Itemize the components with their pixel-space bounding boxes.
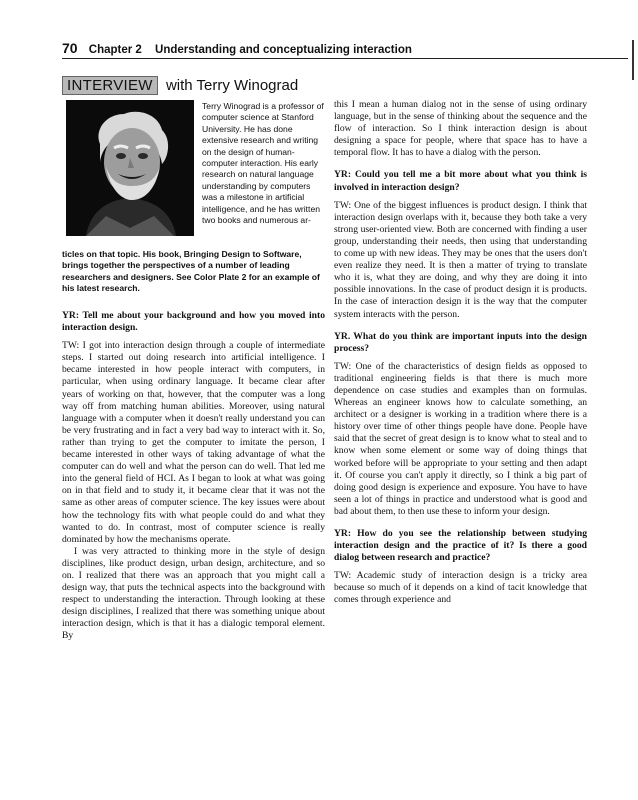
question-1: YR: Tell me about your background and how you moved into interaction design. — [62, 310, 325, 334]
question-4: YR: How do you see the relationship between studying interaction design and the practice of it? Is there a good dialog between research and practice? — [334, 528, 587, 564]
chapter-title: Understanding and conceptualizing interaction — [155, 44, 412, 56]
bio-continuation — [62, 249, 324, 295]
header-rule — [62, 58, 628, 59]
right-column — [334, 99, 587, 617]
bio-paragraph-end: ticles on that topic. His book, Bringing Design to Software, brings together the perspectives of a number of leading researchers and designers. See Color Plate 2 for an example of his latest research. — [62, 249, 320, 294]
answer-3: TW: One of the characteristics of design fields as opposed to traditional engineering fields is that there is much more dependence on case studies and examples than on formulas. Whereas an engineer knows how to calculate something, an architect or a designer is working in a tradition where there is a history over time of other things people have done. People have said that the secret of great design is to know what to steal and to know when some element or some way of doing things that worked before will be appropriate to your setting and then adapt it. Of course you can't apply it directly, so I think a big part of doing good design is experience and exposure. You have to have seen a lot of things in practice and understood what is good and bad about them, to then use these to inform your design. — [334, 360, 587, 517]
interview-label: INTERVIEW — [62, 76, 158, 95]
bio-paragraph: Terry Winograd is a professor of computer science at Stanford University. He has done extensive research and writing on the design of human-computer interaction. His early research on natural language understanding by computers was a milestone in artificial intelligence, and he has written two books and numerous ar- — [202, 101, 324, 226]
portrait-illustration — [66, 100, 194, 236]
chapter-label: Chapter 2 — [88, 44, 142, 56]
question-2: YR: Could you tell me a bit more about what you think is involved in interaction design? — [334, 169, 587, 193]
answer-4: TW: Academic study of interaction design is a tricky area because so much of it depends on a kind of tacit knowledge that comes through experience and — [334, 570, 587, 606]
answer-1-continued: I was very attracted to thinking more in the style of design disciplines, like product design, urban design, architecture, and so on. I realized that there was an approach that you might call a design way, that puts the technical aspects into the background with respect to understanding the interaction. Through looking at these design disciplines, I realized that there was something unique about interaction design, which is that it has a dialogic temporal element. By — [62, 545, 325, 642]
portrait-photo — [66, 100, 194, 236]
page-number: 70 — [62, 40, 78, 56]
bio-text — [202, 101, 326, 226]
answer-1: TW: I got into interaction design through a couple of intermediate steps. I started out doing research into artificial intelligence. I became interested in how people interact with computers, in particular, when using ordinary language. It became clear after years of working on that, however, that the computer was a long way off from matching human abilities. Moreover, using natural language with a computer when it doesn't really understand you can be very frustrating and in fact a very bad way to interact with it. So, rather than trying to get the computer to imitate the person, I became interested in other ways of taking advantage of what the computer can do well and what the person can do well. That led me into the general field of HCI. As I began to look at what was going on in that field and to study it, it became clear that it was not the same as other areas of computer science. The key issues were about how the technology fits with what people could do and what they wanted to do. In contrast, most of computer science is really dominated by how the mechanisms operate. — [62, 340, 325, 545]
answer-2: TW: One of the biggest influences is product design. I think that interaction design overlaps with it, because they both take a very strong user-oriented view. Both are concerned with finding a user group, understanding their needs, then using that understanding to come up with new ideas. They may be ones that the users don't even realize they need. It is then a matter of trying to translate who it is, what they are doing, and why they are doing it into possible innovations. In the case of product design it is products. In the case of interaction design it is the way that the computer system interacts with the person. — [334, 199, 587, 320]
interview-subject: with Terry Winograd — [165, 77, 299, 94]
answer-1-end: this I mean a human dialog not in the sense of using ordinary language, but in the sense of thinking about the sequence and the flow of interaction. So I think interaction design is about designing a space for people, where that space has to have a temporal flow. It has to have a dialog with the person. — [334, 99, 587, 159]
running-header — [62, 40, 618, 56]
question-3: YR. What do you think are important inputs into the design process? — [334, 330, 587, 354]
left-column — [62, 310, 325, 643]
interview-heading — [62, 76, 298, 95]
edge-mark — [632, 40, 634, 80]
